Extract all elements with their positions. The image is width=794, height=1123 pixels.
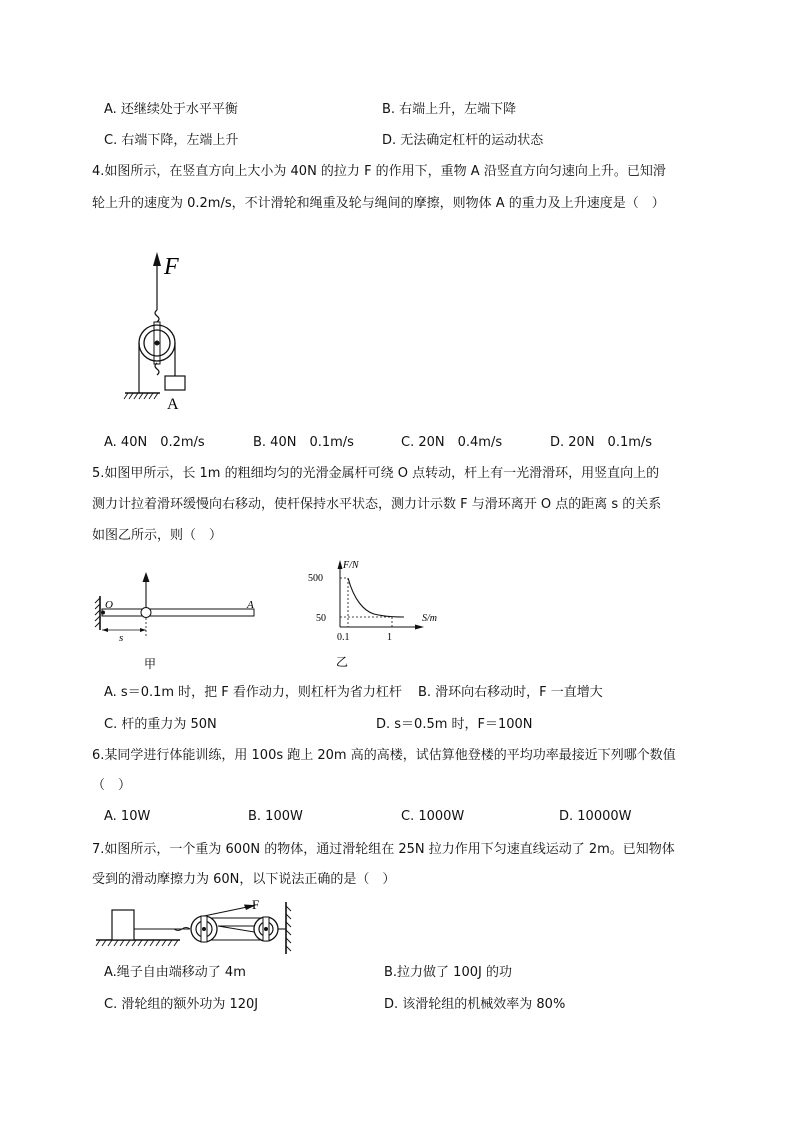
q4-stem-line2: 轮上升的速度为 0.2m/s，不计滑轮和绳重及轮与绳间的摩擦，则物体 A 的重力及上升速度是（ ）: [92, 196, 665, 211]
q5-yi-caption: 乙: [336, 655, 349, 669]
q5-option-d: D. s＝0.5m 时，F＝100N: [376, 717, 533, 732]
q4-pulley-figure: [120, 248, 200, 418]
q4-option-d: D. 20N 0.1m/s: [550, 435, 653, 450]
q6-option-a: A. 10W: [104, 809, 151, 824]
q4-force-label: F: [164, 254, 179, 280]
q5-option-c: C. 杆的重力为 50N: [104, 717, 217, 732]
q5-yi-tick-1: 1: [387, 632, 392, 643]
q7-pulley-figure: [94, 896, 294, 956]
q5-jia-label-s: s: [119, 632, 124, 644]
q5-stem-line2: 测力计拉着滑环缓慢向右移动，使杆保持水平状态，测力计示数 F 与滑环离开 O 点的距离 s 的关系: [92, 497, 662, 512]
q7-option-d: D. 该滑轮组的机械效率为 80%: [384, 997, 566, 1012]
q3-option-b: B. 右端上升，左端下降: [382, 102, 517, 117]
q6-stem-line1: 6.某同学进行体能训练，用 100s 跑上 20m 高的高楼，试估算他登楼的平均功率最接近下列哪个数值: [92, 748, 676, 763]
q6-option-d: D. 10000W: [559, 809, 632, 824]
q5-yi-tick-500: 500: [308, 573, 323, 584]
q4-option-c: C. 20N 0.4m/s: [401, 435, 503, 450]
q3-option-d: D. 无法确定杠杆的运动状态: [382, 133, 544, 148]
q5-jia-caption: 甲: [144, 657, 157, 671]
q3-option-a: A. 还继续处于水平平衡: [104, 102, 238, 117]
q5-yi-tick-0.1: 0.1: [337, 632, 350, 643]
q4-block-label: A: [167, 396, 179, 413]
q5-option-a: A. s＝0.1m 时，把 F 看作动力，则杠杆为省力杠杆: [104, 685, 402, 700]
q5-figure-jia: [94, 568, 264, 674]
q5-figure-yi: [300, 556, 450, 674]
q4-option-a: A. 40N 0.2m/s: [104, 435, 205, 450]
q6-option-c: C. 1000W: [401, 809, 465, 824]
q3-option-c: C. 右端下降，左端上升: [104, 133, 239, 148]
q5-stem-line3: 如图乙所示，则（ ）: [92, 528, 223, 543]
q4-stem-line1: 4.如图所示，在竖直方向上大小为 40N 的拉力 F 的作用下，重物 A 沿竖直方向匀速向上升。已知滑: [92, 164, 666, 179]
q6-option-b: B. 100W: [248, 809, 303, 824]
q7-stem-line1: 7.如图所示，一个重为 600N 的物体，通过滑轮组在 25N 拉力作用下匀速直线运动了 2m。已知物体: [92, 842, 675, 857]
q5-jia-label-a: A: [247, 599, 254, 611]
q5-jia-label-o: O: [105, 599, 113, 611]
q5-yi-tick-50: 50: [316, 613, 326, 624]
q5-stem-line1: 5.如图甲所示，长 1m 的粗细均匀的光滑金属杆可绕 O 点转动，杆上有一光滑滑环，用竖直向上的: [92, 466, 660, 481]
q5-yi-ylabel: F/N: [343, 560, 359, 571]
q7-option-c: C. 滑轮组的额外功为 120J: [104, 997, 259, 1012]
q5-yi-xlabel: S/m: [422, 613, 437, 624]
q5-option-b: B. 滑环向右移动时，F 一直增大: [418, 685, 603, 700]
q6-stem-line2: （ ）: [92, 778, 132, 793]
q4-option-b: B. 40N 0.1m/s: [253, 435, 354, 450]
q7-stem-line2: 受到的滑动摩擦力为 60N，以下说法正确的是（ ）: [92, 872, 396, 887]
q7-option-a: A.绳子自由端移动了 4m: [104, 965, 246, 980]
q7-force-label: F: [252, 897, 260, 912]
q7-option-b: B.拉力做了 100J 的功: [384, 965, 512, 980]
